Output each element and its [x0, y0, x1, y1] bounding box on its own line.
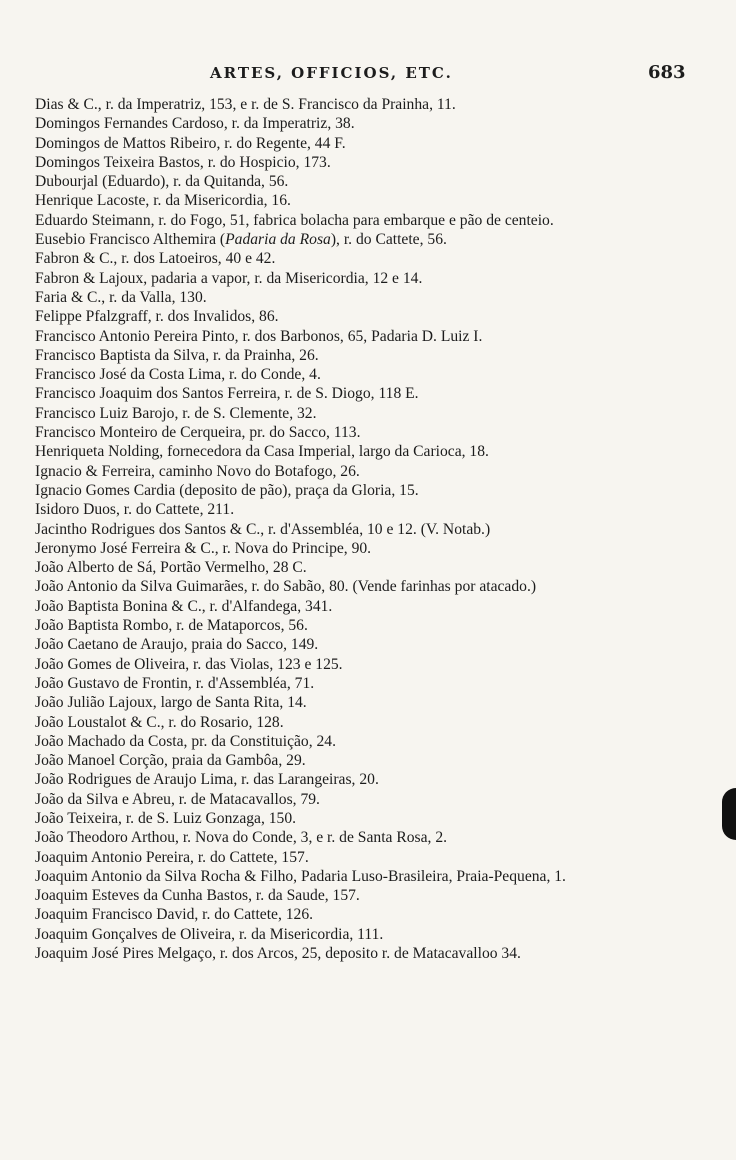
directory-entry: Francisco Monteiro de Cerqueira, pr. do Sacco, 113.: [35, 424, 361, 442]
directory-entry: Dubourjal (Eduardo), r. da Quitanda, 56.: [35, 173, 289, 191]
directory-entry: Francisco José da Costa Lima, r. do Conde, 4.: [35, 366, 321, 384]
directory-entry: Henrique Lacoste, r. da Misericordia, 16.: [35, 192, 291, 210]
directory-entry: Jacintho Rodrigues dos Santos & C., r. d'Assembléa, 10 e 12. (V. Notab.): [35, 520, 491, 538]
directory-entry: Joaquim Francisco David, r. do Cattete, 126.: [35, 906, 314, 924]
entry-text: Eusebio Francisco Althemira (: [35, 231, 226, 249]
directory-entry: João Gustavo de Frontin, r. d'Assembléa, 71.: [35, 674, 315, 692]
directory-entry: João Antonio da Silva Guimarães, r. do Sabão, 80. (Vende farinhas por atacado.): [35, 578, 537, 596]
directory-entry: Domingos Fernandes Cardoso, r. da Imperatriz, 38.: [35, 115, 355, 133]
directory-entry: João Alberto de Sá, Portão Vermelho, 28 C.: [35, 559, 307, 577]
directory-entry: João Theodoro Arthou, r. Nova do Conde, 3, e r. de Santa Rosa, 2.: [35, 829, 448, 847]
directory-entries: [35, 95, 675, 963]
directory-entry: Joaquim Antonio Pereira, r. do Cattete, 157.: [35, 848, 309, 866]
directory-entry: Henriqueta Nolding, fornecedora da Casa Imperial, largo da Carioca, 18.: [35, 443, 489, 461]
binding-hole-mark: [722, 788, 736, 840]
directory-entry: Francisco Joaquim dos Santos Ferreira, r. de S. Diogo, 118 E.: [35, 385, 419, 403]
directory-entry: Isidoro Duos, r. do Cattete, 211.: [35, 501, 235, 519]
directory-entry: Ignacio & Ferreira, caminho Novo do Botafogo, 26.: [35, 462, 360, 480]
directory-entry: Joaquim Esteves da Cunha Bastos, r. da Saude, 157.: [35, 887, 360, 905]
directory-entry: João Rodrigues de Araujo Lima, r. das Larangeiras, 20.: [35, 771, 379, 789]
directory-entry: Dias & C., r. da Imperatriz, 153, e r. de S. Francisco da Prainha, 11.: [35, 96, 456, 113]
directory-entry: Domingos de Mattos Ribeiro, r. do Regente, 44 F.: [35, 134, 346, 152]
directory-entry: João Loustalot & C., r. do Rosario, 128.: [35, 713, 284, 731]
entry-italic-text: Padaria da Rosa: [225, 231, 331, 249]
page-header: [0, 64, 736, 88]
directory-entry: Domingos Teixeira Bastos, r. do Hospicio, 173.: [35, 153, 331, 171]
directory-entry: Fabron & Lajoux, padaria a vapor, r. da Misericordia, 12 e 14.: [35, 269, 423, 287]
directory-entry: Francisco Luiz Barojo, r. de S. Clemente, 32.: [35, 404, 317, 422]
directory-entry: Felippe Pfalzgraff, r. dos Invalidos, 86.: [35, 308, 279, 326]
directory-entry: João Julião Lajoux, largo de Santa Rita, 14.: [35, 694, 307, 712]
running-title: ARTES, OFFICIOS, ETC.: [210, 64, 453, 82]
directory-entry: Francisco Baptista da Silva, r. da Prainha, 26.: [35, 346, 319, 364]
directory-entry: Francisco Antonio Pereira Pinto, r. dos Barbonos, 65, Padaria D. Luiz I.: [35, 327, 483, 345]
directory-entry: João Machado da Costa, pr. da Constituição, 24.: [35, 732, 336, 750]
directory-entry: Jeronymo José Ferreira & C., r. Nova do Principe, 90.: [35, 539, 372, 557]
directory-entry: Faria & C., r. da Valla, 130.: [35, 288, 207, 306]
directory-entry: Joaquim Gonçalves de Oliveira, r. da Misericordia, 111.: [35, 925, 384, 943]
directory-entry: João Caetano de Araujo, praia do Sacco, 149.: [35, 636, 319, 654]
directory-entry: João Manoel Corção, praia da Gambôa, 29.: [35, 752, 306, 770]
page-number: 683: [648, 62, 686, 83]
directory-entry: Joaquim Antonio da Silva Rocha & Filho, Padaria Luso-Brasileira, Praia-Pequena, 1.: [35, 867, 566, 885]
directory-entry-eusebio: [35, 230, 675, 249]
directory-entry: João da Silva e Abreu, r. de Matacavallos, 79.: [35, 790, 320, 808]
directory-entry: João Teixeira, r. de S. Luiz Gonzaga, 150.: [35, 809, 297, 827]
entry-text: ), r. do Cattete, 56.: [330, 231, 447, 249]
directory-entry: Joaquim José Pires Melgaço, r. dos Arcos, 25, deposito r. de Matacavalloo 34.: [35, 945, 521, 963]
directory-entry: João Baptista Rombo, r. de Mataporcos, 56.: [35, 617, 308, 635]
directory-entry: João Baptista Bonina & C., r. d'Alfandega, 341.: [35, 597, 333, 615]
directory-entry: Fabron & C., r. dos Latoeiros, 40 e 42.: [35, 250, 276, 268]
directory-entry: João Gomes de Oliveira, r. das Violas, 123 e 125.: [35, 655, 343, 673]
directory-entry: Eduardo Steimann, r. do Fogo, 51, fabrica bolacha para embarque e pão de centeio.: [35, 211, 554, 229]
directory-entry: Ignacio Gomes Cardia (deposito de pão), praça da Gloria, 15.: [35, 481, 419, 499]
